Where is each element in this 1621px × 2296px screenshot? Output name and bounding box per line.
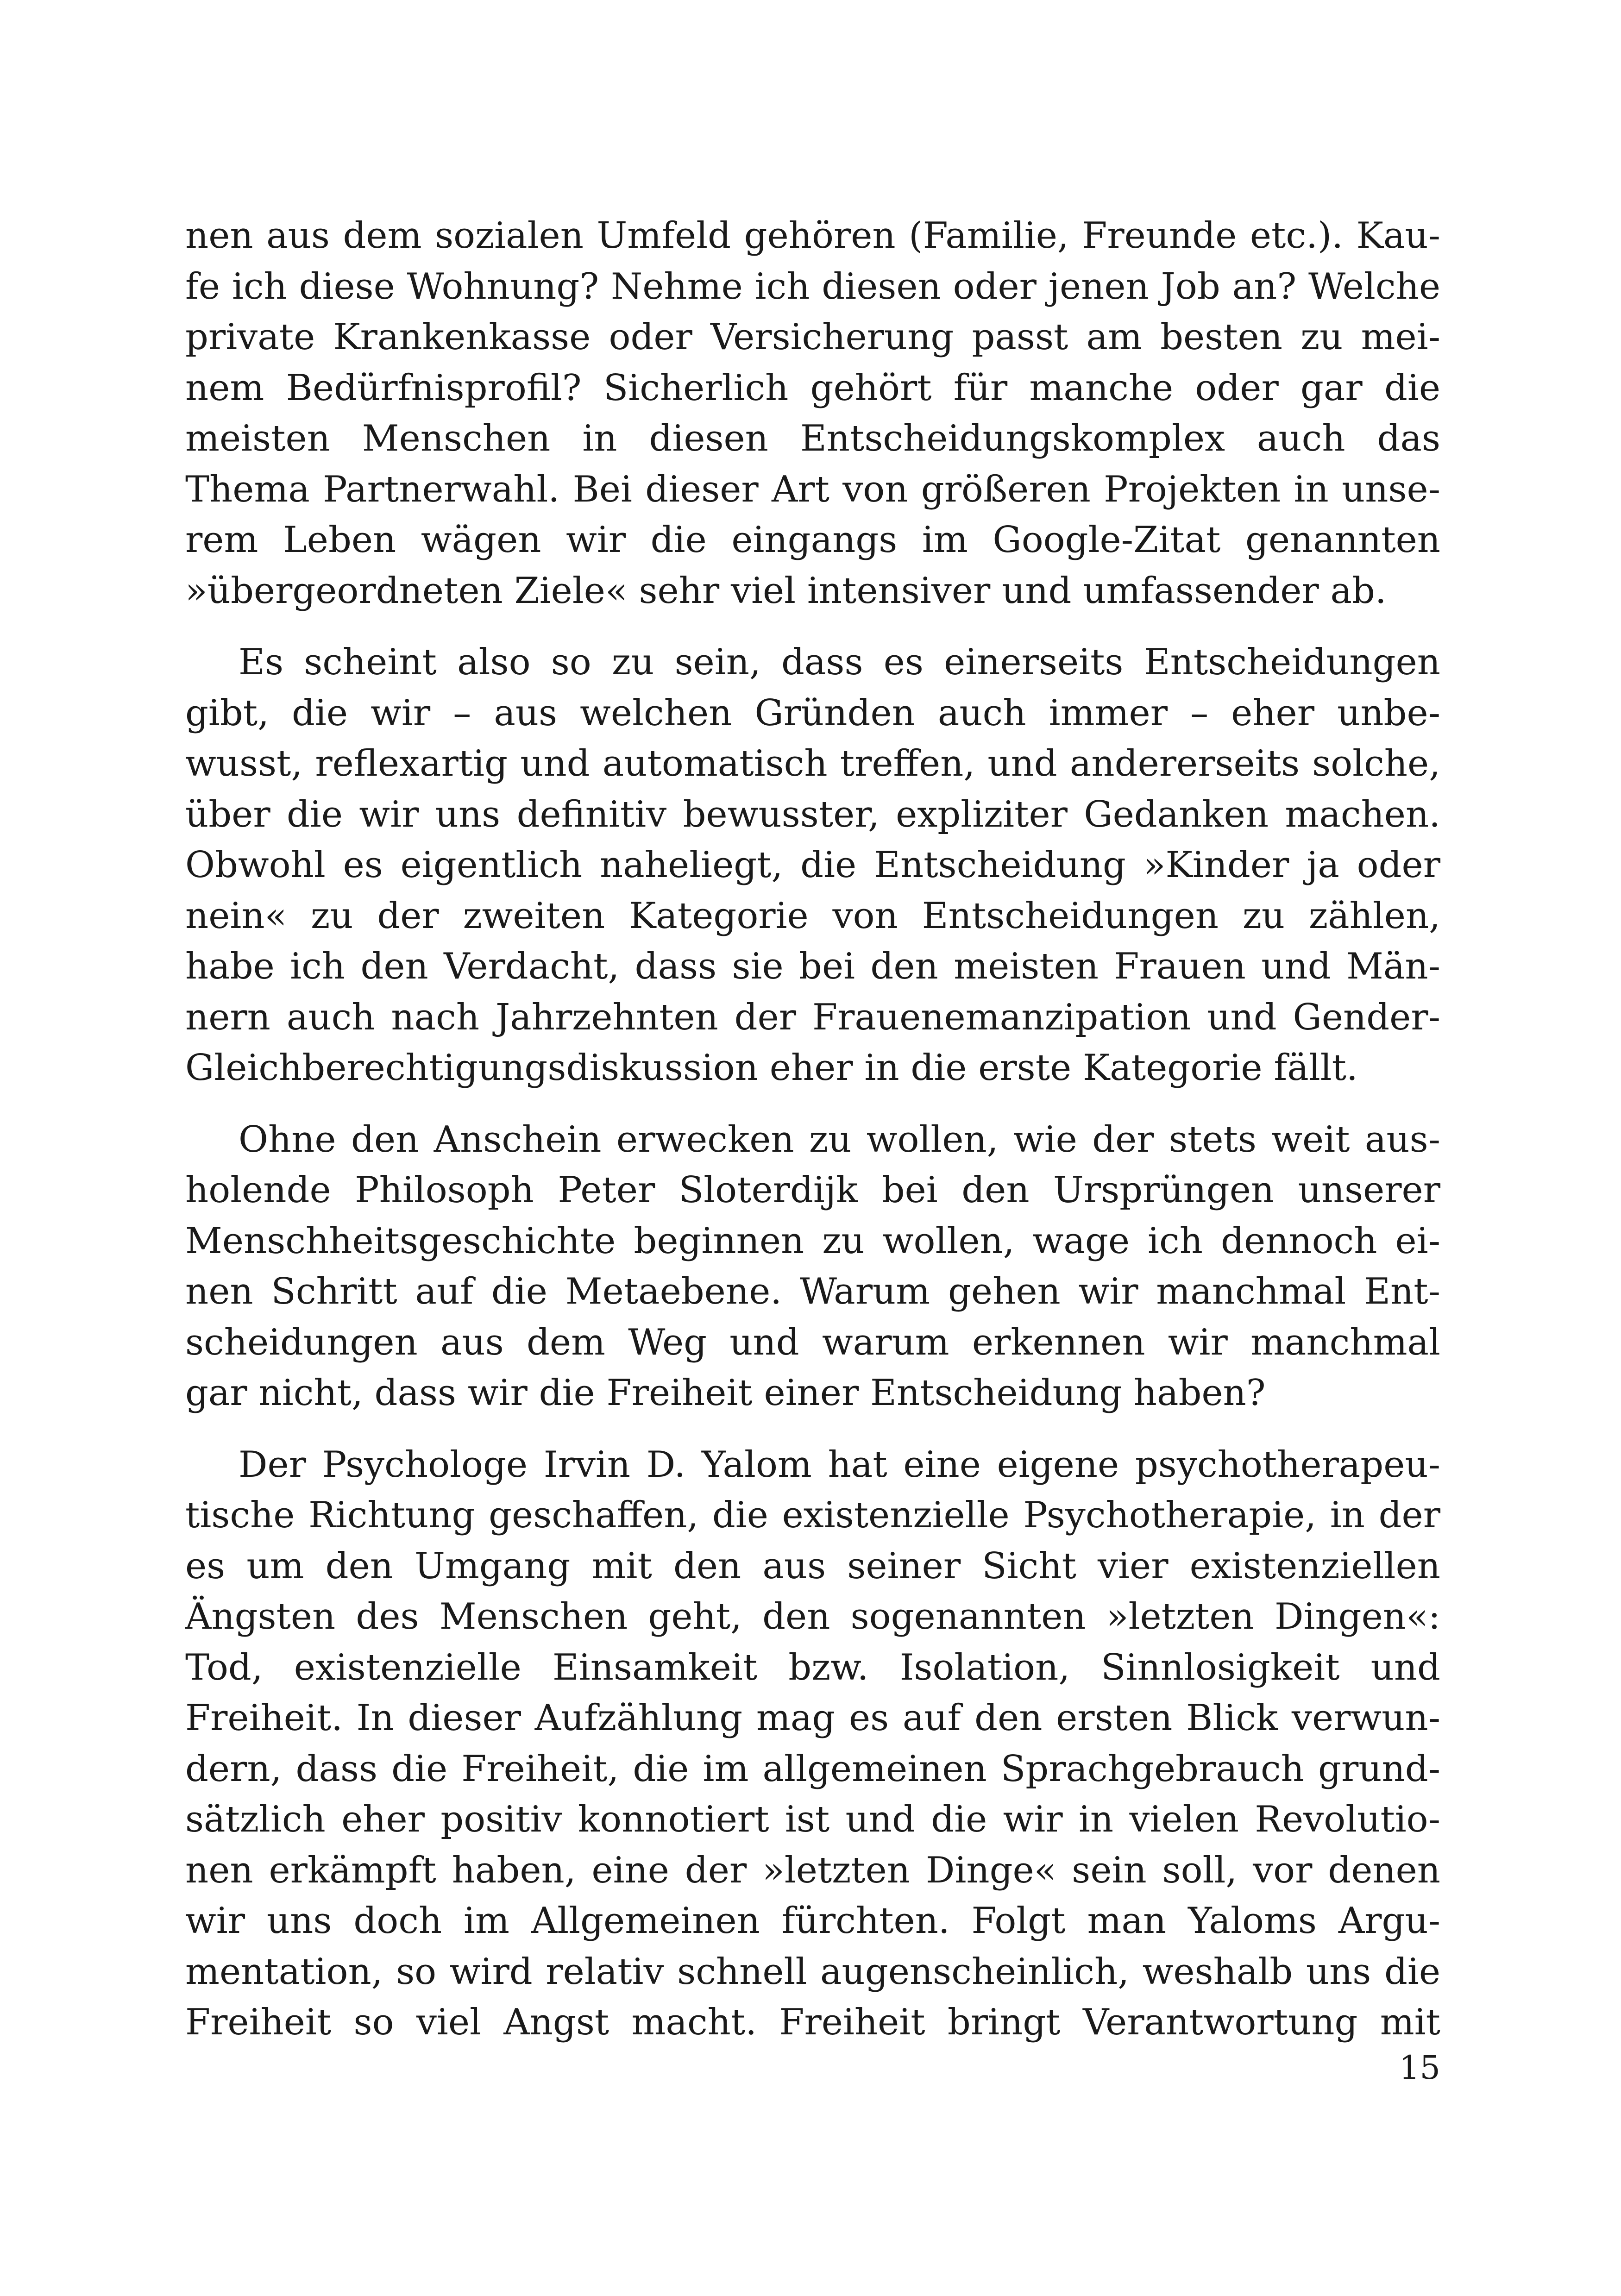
paragraph-gap bbox=[185, 1094, 1440, 1115]
text-line: über die wir uns definitiv bewusster, expliziter Gedanken machen. bbox=[185, 793, 1440, 835]
text-line: Der Psychologe Irvin D. Yalom hat eine eigene psychotherapeu- bbox=[239, 1443, 1440, 1486]
text-line: Ohne den Anschein erwecken zu wollen, wie der stets weit aus- bbox=[239, 1118, 1440, 1161]
text-line: gar nicht, dass wir die Freiheit einer Entscheidung haben? bbox=[185, 1372, 1266, 1414]
paragraph-2 bbox=[185, 637, 1440, 1094]
text-line: private Krankenkasse oder Versicherung passt am besten zu mei- bbox=[185, 316, 1440, 358]
text-line: sätzlich eher positiv konnotiert ist und die wir in vielen Revolutio- bbox=[185, 1799, 1440, 1840]
text-line: Es scheint also so zu sein, dass es einerseits Entscheidungen bbox=[239, 641, 1440, 683]
text-line: meisten Menschen in diesen Entscheidungskomplex auch das bbox=[185, 418, 1440, 459]
paragraph-3 bbox=[185, 1115, 1440, 1419]
text-line: Thema Partnerwahl. Bei dieser Art von größeren Projekten in unse- bbox=[185, 468, 1440, 510]
text-line: nen Schritt auf die Metaebene. Warum gehen wir manchmal Ent- bbox=[185, 1271, 1440, 1312]
text-line: es um den Umgang mit den aus seiner Sicht vier existenziellen bbox=[185, 1545, 1440, 1587]
paragraph-gap bbox=[185, 616, 1440, 637]
text-line: Obwohl es eigentlich naheliegt, die Entscheidung »Kinder ja oder bbox=[185, 844, 1440, 886]
text-line: Tod, existenzielle Einsamkeit bzw. Isolation, Sinnlosigkeit und bbox=[185, 1646, 1440, 1688]
text-line: Freiheit. In dieser Aufzählung mag es auf den ersten Blick verwun- bbox=[185, 1697, 1440, 1739]
text-line: gibt, die wir – aus welchen Gründen auch immer – eher unbe- bbox=[185, 692, 1440, 734]
text-line: Ängsten des Menschen geht, den sogenannten »letzten Dingen«: bbox=[185, 1596, 1440, 1637]
text-line: nem Bedürfnisprofil? Sicherlich gehört für manche oder gar die bbox=[185, 367, 1440, 409]
text-line: Freiheit so viel Angst macht. Freiheit bringt Verantwortung mit bbox=[185, 2001, 1440, 2043]
paragraph-1 bbox=[185, 211, 1440, 616]
text-line: Menschheitsgeschichte beginnen zu wollen, wage ich dennoch ei- bbox=[185, 1220, 1440, 1262]
text-line: Gleichberechtigungsdiskussion eher in die erste Kategorie fällt. bbox=[185, 1047, 1358, 1089]
text-line: dern, dass die Freiheit, die im allgemeinen Sprachgebrauch grund- bbox=[185, 1748, 1440, 1790]
text-line: nein« zu der zweiten Kategorie von Entscheidungen zu zählen, bbox=[185, 895, 1440, 937]
text-line: scheidungen aus dem Weg und warum erkennen wir manchmal bbox=[185, 1321, 1440, 1363]
text-line: wir uns doch im Allgemeinen fürchten. Folgt man Yaloms Argu- bbox=[185, 1900, 1440, 1942]
text-line: rem Leben wägen wir die eingangs im Google-Zitat genannten bbox=[185, 519, 1440, 561]
paragraph-gap bbox=[185, 1419, 1440, 1440]
text-line: holende Philosoph Peter Sloterdijk bei den Ursprüngen unserer bbox=[185, 1169, 1440, 1211]
body-text bbox=[185, 211, 1440, 2048]
text-line: »übergeordneten Ziele« sehr viel intensiver und umfassender ab. bbox=[185, 570, 1387, 612]
paragraph-4 bbox=[185, 1440, 1440, 2048]
text-line: nern auch nach Jahrzehnten der Frauenemanzipation und Gender- bbox=[185, 996, 1440, 1038]
text-line: mentation, so wird relativ schnell augenscheinlich, weshalb uns die bbox=[185, 1951, 1440, 1993]
text-line: nen erkämpft haben, eine der »letzten Dinge« sein soll, vor denen bbox=[185, 1849, 1440, 1891]
text-line: nen aus dem sozialen Umfeld gehören (Familie, Freunde etc.). Kau- bbox=[185, 215, 1440, 257]
page-number: 15 bbox=[1399, 2049, 1440, 2087]
text-line: tische Richtung geschaffen, die existenzielle Psychotherapie, in der bbox=[185, 1494, 1440, 1536]
text-line: fe ich diese Wohnung? Nehme ich diesen oder jenen Job an? Welche bbox=[185, 265, 1440, 307]
text-line: habe ich den Verdacht, dass sie bei den meisten Frauen und Män- bbox=[185, 946, 1440, 987]
text-line: wusst, reflexartig und automatisch treffen, und andererseits solche, bbox=[185, 743, 1440, 784]
